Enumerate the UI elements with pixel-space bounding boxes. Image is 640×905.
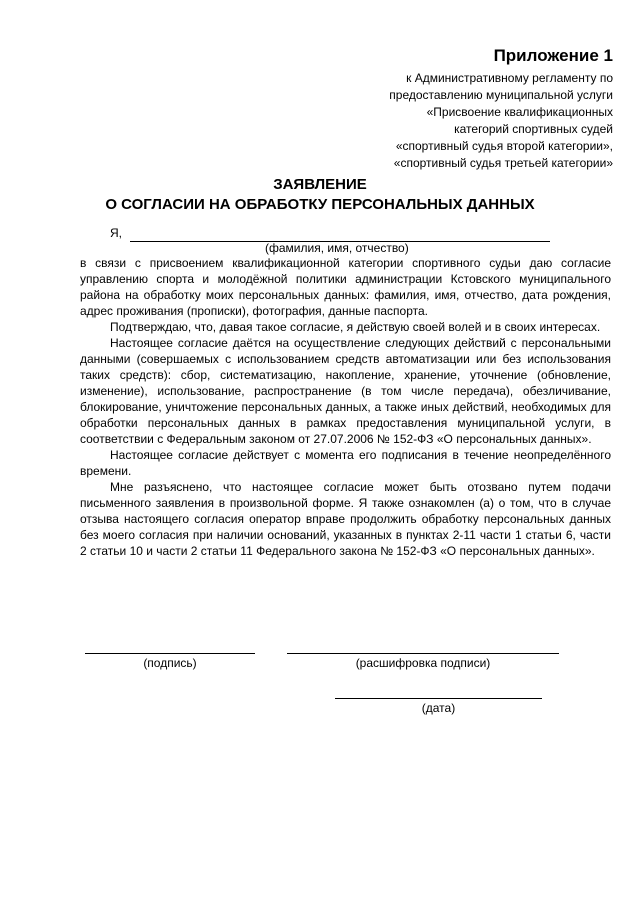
statement-body	[80, 255, 611, 559]
appendix-line: «Присвоение квалификационных	[426, 105, 613, 119]
transcript-field[interactable]	[287, 653, 559, 654]
applicant-name-hint: (фамилия, имя, отчество)	[265, 241, 409, 255]
paragraph-consent: в связи с присвоением квалификационной категории спортивного судьи даю согласие управлению спорта и молодёжной политики администрации Кстовского муниципального района на обработку моих персональных данных: фамилия, имя, отчество, дата рождения, адрес проживания (прописки), фотография, данные паспорта.	[80, 256, 611, 318]
appendix-line: категорий спортивных судей	[454, 122, 613, 136]
appendix-header	[389, 45, 613, 172]
paragraph-validity: Настоящее согласие действует с момента его подписания в течение неопределённого времени.	[80, 448, 611, 478]
document-title-line2: О СОГЛАСИИ НА ОБРАБОТКУ ПЕРСОНАЛЬНЫХ ДАННЫХ	[105, 196, 535, 213]
appendix-line: к Административному регламенту по	[406, 71, 613, 85]
document-title-line1: ЗАЯВЛЕНИЕ	[273, 176, 367, 193]
paragraph-actions: Настоящее согласие даётся на осуществление следующих действий с персональными данными (совершаемых с использованием средств автоматизации или без использования таких средств): сбор, систематизацию, накопление, хранение, уточнение (обновление, изменение), использование, распространение (в том числе передача), обезличивание, блокирование, уничтожение персональных данных, а также иных действий, необходимых для обработки персональных данных в рамках предоставления муниципальной услуги, в соответствии с Федеральным законом от 27.07.2006 № 152-ФЗ «О персональных данных».	[80, 336, 611, 446]
appendix-line: «спортивный судья второй категории»,	[395, 139, 613, 153]
document-title	[0, 175, 640, 215]
appendix-line: «спортивный судья третьей категории»	[393, 156, 613, 170]
appendix-line: предоставлению муниципальной услуги	[389, 88, 613, 102]
date-label: (дата)	[421, 701, 456, 715]
appendix-title: Приложение 1	[493, 46, 613, 65]
signature-label: (подпись)	[143, 656, 197, 670]
transcript-label: (расшифровка подписи)	[355, 656, 491, 670]
applicant-prefix: Я,	[110, 226, 122, 240]
paragraph-confirm: Подтверждаю, что, давая такое согласие, я действую своей волей и в своих интересах.	[110, 320, 601, 334]
signature-field[interactable]	[85, 653, 255, 654]
date-field[interactable]	[335, 698, 542, 699]
paragraph-revocation: Мне разъяснено, что настоящее согласие может быть отозвано путем подачи письменного заявления в произвольной форме. Я также ознакомлен (а) о том, что в случае отзыва настоящего согласия оператор вправе продолжить обработку персональных данных без моего согласия при наличии оснований, указанных в пунктах 2-11 части 1 статьи 6, части 2 статьи 10 и части 2 статьи 11 Федерального закона № 152-ФЗ «О персональных данных».	[80, 480, 611, 558]
